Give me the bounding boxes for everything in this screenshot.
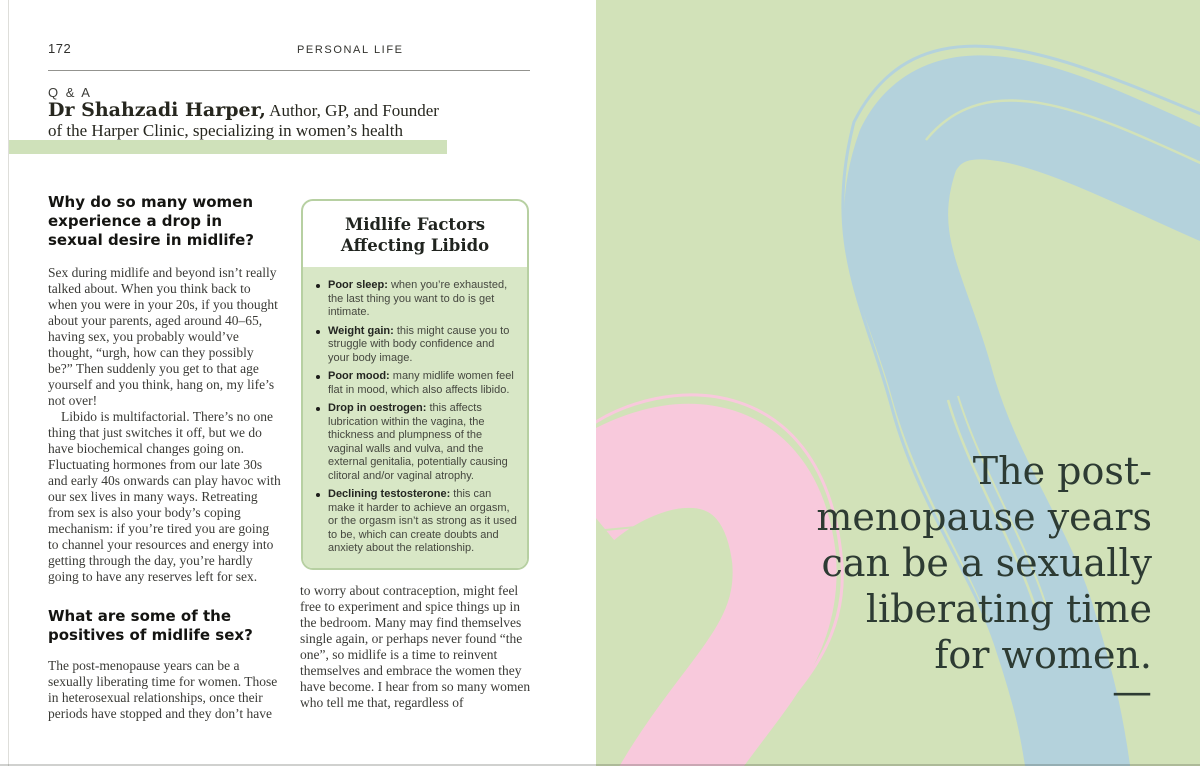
byline (48, 100, 518, 141)
column-2-paragraph: to worry about contraception, might feel free to experiment and spice things up in the bedroom. Many may find themselves single again, or perhaps never found “the one”, so midlife is a time to reinvent themselves and embrace the women they have become. I hear from so many women who tell me that, regardless of (300, 583, 531, 710)
fact-list-item (315, 325, 518, 366)
quote-line: can be a sexually (821, 541, 1152, 585)
fact-box-title-line1: Midlife Factors (344, 215, 486, 234)
quote-line: The post- (972, 449, 1152, 493)
column-2 (300, 583, 533, 711)
question-2: What are some of the positives of midlife sex? (48, 607, 253, 644)
answer-2-paragraph-1: The post-menopause years can be a sexually liberating time for women. Those in heterosexual relationships, once their periods have stopped and they don’t have (48, 658, 278, 721)
fact-box (301, 199, 529, 570)
author-name: Dr Shahzadi Harper, (48, 99, 266, 121)
fact-term: Declining testosterone: (328, 488, 451, 500)
bullet-dot-icon (316, 493, 320, 497)
question-1: Why do so many women experience a drop in sexual desire in midlife? (48, 193, 254, 249)
running-head: PERSONAL LIFE (297, 44, 404, 56)
fact-text: this can make it harder to achieve an orgasm, or the orgasm isn’t as strong as it used to be, which can create doubts and anxiety about the relationship. (328, 488, 517, 554)
fact-list-item (315, 488, 518, 556)
fact-term: Poor sleep: (328, 279, 388, 291)
bullet-dot-icon (316, 330, 320, 334)
highlight-bar (9, 140, 447, 154)
pull-quote (632, 448, 1152, 678)
byline-line2: of the Harper Clinic, specializing in women’s health (48, 121, 404, 140)
fact-text: this might cause you to struggle with body confidence and your body image. (328, 324, 510, 364)
quote-line: liberating time (865, 587, 1152, 631)
fact-box-body (303, 267, 527, 568)
fact-box-title-line2: Affecting Libido (340, 236, 490, 255)
page-edge-line (8, 0, 9, 766)
bullet-dot-icon (316, 407, 320, 411)
fact-text: when you’re exhausted, the last thing you want to do is get intimate. (328, 279, 508, 318)
fact-term: Weight gain: (328, 324, 394, 337)
page-number: 172 (48, 41, 72, 56)
left-page (0, 0, 596, 766)
author-role: Author, GP, and Founder (265, 101, 439, 120)
fact-text: many midlife women feel flat in mood, which also affects libido. (328, 370, 514, 396)
column-1 (48, 193, 281, 722)
header-rule (48, 70, 530, 71)
fact-list-item (315, 370, 518, 397)
qa-label: Q & A (48, 85, 92, 100)
fact-text: this affects lubrication within the vagina, the thickness and plumpness of the vaginal walls and vulva, and the external genitalia, potentially causing clitoral and/or vaginal atrophy. (328, 402, 508, 482)
fact-box-header (303, 201, 527, 267)
fact-term: Drop in oestrogen: (328, 402, 427, 414)
byline-line1 (48, 100, 518, 121)
fact-term: Poor mood: (328, 370, 390, 382)
answer-1-paragraph-2: Libido is multifactorial. There’s no one thing that just switches it off, but we do have biochemical changes going on. Fluctuating hormones from our late 30s and early 40s onwards can play havoc with our sex lives in many ways. Retreating from sex is also your body’s coping mechanism: if you’re tired you are going to channel your resources and energy into getting through the day, you’re hardly going to have any reserves left for sex. (48, 409, 281, 584)
answer-1-paragraph-1: Sex during midlife and beyond isn’t really talked about. When you think back to when you were in your 20s, if you thought about your parents, aged around 40–65, having sex, you probably would’ve thought, “urgh, how can they possibly be?” Then suddenly you get to that age yourself and you think, hang on, my life’s not over! (48, 265, 278, 408)
right-page (596, 0, 1200, 766)
fact-list (315, 279, 518, 556)
fact-list-item (315, 402, 518, 483)
quote-line: for women. (934, 633, 1152, 677)
fact-list-item (315, 279, 518, 320)
quote-dash: — (1112, 669, 1152, 715)
quote-line: menopause years (816, 495, 1152, 539)
bullet-dot-icon (316, 375, 320, 379)
bullet-dot-icon (316, 284, 320, 288)
